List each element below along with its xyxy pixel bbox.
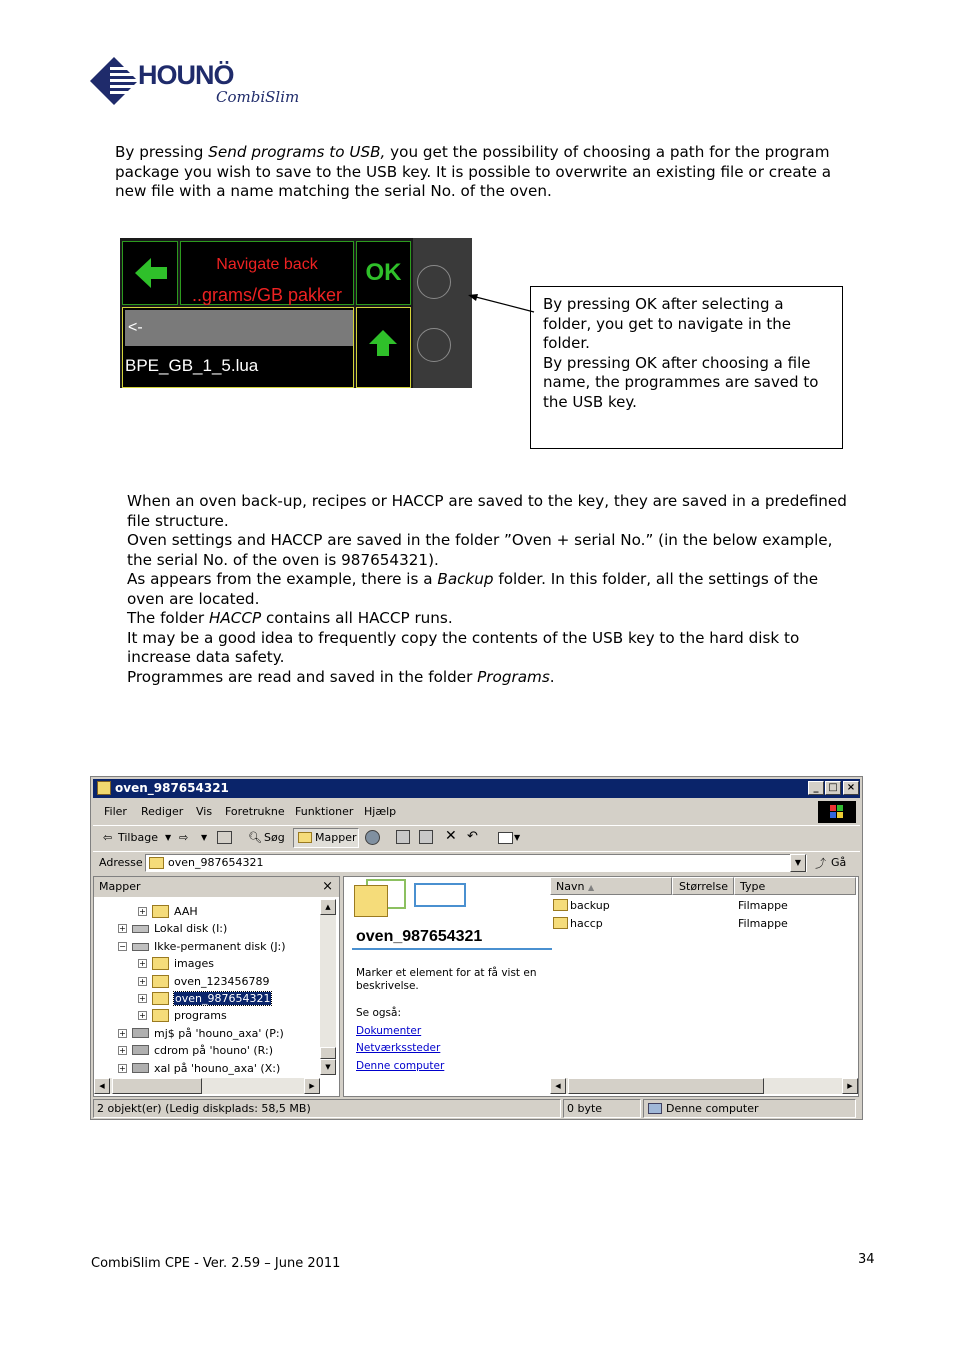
file-structure-paragraph xyxy=(127,492,847,687)
tree-item-label: programs xyxy=(174,1009,227,1023)
go-arrow-icon[interactable]: ⤴ xyxy=(815,857,826,870)
address-input[interactable] xyxy=(145,854,807,872)
page-number: 34 xyxy=(858,1252,875,1267)
scroll-up-icon[interactable]: ▲ xyxy=(320,899,336,915)
close-button[interactable]: × xyxy=(843,781,859,795)
search-button-label[interactable]: Søg xyxy=(264,831,285,844)
address-bar xyxy=(93,851,860,873)
scroll-thumb[interactable] xyxy=(112,1078,202,1094)
menu-foretrukne[interactable]: Foretrukne xyxy=(225,805,285,818)
navigate-back-label: Navigate back xyxy=(216,256,318,273)
windows-logo-icon xyxy=(818,801,856,823)
link-network-places[interactable]: Netværkssteder xyxy=(356,1042,441,1054)
navigate-back-display[interactable] xyxy=(180,241,354,305)
file-type: Filmappe xyxy=(738,917,788,930)
para-line xyxy=(127,609,847,629)
logo-subtitle: CombiSlim xyxy=(216,88,300,106)
scroll-thumb[interactable] xyxy=(320,1047,336,1059)
divider xyxy=(352,948,552,950)
file-type: Filmappe xyxy=(738,899,788,912)
address-dropdown-icon[interactable]: ▼ xyxy=(790,854,806,872)
list-item-selected[interactable]: <- xyxy=(125,310,353,346)
status-location xyxy=(643,1099,856,1118)
column-size-label: Størrelse xyxy=(679,880,728,893)
para-line xyxy=(127,570,847,609)
link-documents[interactable]: Dokumenter xyxy=(356,1025,422,1037)
network-drive-icon xyxy=(132,1063,149,1073)
scroll-thumb[interactable] xyxy=(568,1078,764,1094)
expand-icon[interactable]: + xyxy=(119,1063,126,1073)
up-arrow-icon xyxy=(357,308,410,387)
minimize-button[interactable]: _ xyxy=(808,781,824,795)
menu-rediger[interactable]: Rediger xyxy=(141,805,184,818)
web-view-panel xyxy=(344,877,549,1077)
folder-icon xyxy=(553,899,568,911)
computer-icon xyxy=(648,1103,662,1114)
chevron-down-icon[interactable]: ▼ xyxy=(201,833,208,842)
window-title: oven_987654321 xyxy=(115,781,229,795)
houno-logo-mark xyxy=(88,55,140,107)
text: The folder xyxy=(127,609,209,627)
table-row[interactable] xyxy=(550,916,850,932)
status-location-label: Denne computer xyxy=(666,1102,759,1115)
column-type[interactable] xyxy=(734,877,856,895)
explorer-window xyxy=(90,776,863,1120)
file-name: backup xyxy=(570,899,610,912)
file-list[interactable] xyxy=(122,307,354,388)
ok-button[interactable] xyxy=(356,241,411,305)
views-icon[interactable] xyxy=(498,832,513,844)
forward-arrow-icon[interactable]: ⇨ xyxy=(179,831,189,844)
side-bezel xyxy=(413,238,472,388)
para-line xyxy=(127,668,847,688)
tree-item-label: Lokal disk (I:) xyxy=(154,922,228,936)
expand-icon[interactable]: + xyxy=(139,976,146,986)
content-pane xyxy=(343,876,859,1097)
address-label: Adresse xyxy=(99,856,143,869)
status-size: 0 byte xyxy=(563,1099,641,1118)
table-row[interactable] xyxy=(550,898,850,914)
column-name[interactable] xyxy=(550,877,672,895)
undo-icon[interactable]: ↶ xyxy=(467,829,478,844)
menu-hjaelp[interactable]: Hjælp xyxy=(364,805,397,818)
houno-logo xyxy=(88,55,303,115)
text: As appears from the example, there is a xyxy=(127,570,438,588)
scroll-right-icon[interactable]: ▶ xyxy=(842,1078,858,1094)
scroll-right-icon[interactable]: ▶ xyxy=(304,1078,320,1094)
para-line: When an oven back-up, recipes or HACCP are saved to the key, they are saved in a predefined file structure. xyxy=(127,492,847,530)
folder-icon xyxy=(152,1009,169,1022)
folder-icon xyxy=(152,992,169,1005)
address-value: oven_987654321 xyxy=(168,856,264,869)
folder-icon xyxy=(152,905,169,918)
go-button-label[interactable]: Gå xyxy=(831,856,847,869)
knob-icon[interactable] xyxy=(417,328,451,362)
search-icon[interactable]: 🔍︎ xyxy=(248,831,262,844)
tree-item-label: images xyxy=(174,957,214,971)
logo-wordmark: HOUNÖ xyxy=(138,60,234,90)
up-button[interactable] xyxy=(356,307,411,388)
menu-funktioner[interactable]: Funktioner xyxy=(295,805,354,818)
folder-icon xyxy=(152,957,169,970)
close-folders-icon[interactable]: × xyxy=(322,879,333,894)
web-view-description: Marker et element for at få vist en beskrivelse. xyxy=(356,967,537,992)
folder-icon xyxy=(97,781,111,795)
text: . xyxy=(549,667,555,686)
expand-icon[interactable]: + xyxy=(119,1046,126,1056)
tree-item-label: oven_987654321 xyxy=(175,992,271,1005)
back-button-label[interactable]: Tilbage xyxy=(118,831,158,844)
expand-icon[interactable]: + xyxy=(139,1011,146,1021)
status-bar xyxy=(93,1099,860,1118)
column-name-label: Navn xyxy=(556,880,585,893)
vertical-scrollbar[interactable] xyxy=(320,899,336,1071)
folder-icon xyxy=(553,917,568,929)
delete-icon[interactable]: ✕ xyxy=(445,828,457,844)
title-bar[interactable] xyxy=(93,779,860,798)
drive-icon xyxy=(132,943,149,951)
callout-line-2: By pressing OK after choosing a file name, the programmes are saved to the USB key. xyxy=(543,353,819,411)
decor-shape xyxy=(414,883,466,907)
history-icon[interactable] xyxy=(365,830,380,845)
para-line: It may be a good idea to frequently copy the contents of the USB key to the hard disk to increase data safety. xyxy=(127,628,800,666)
expand-icon[interactable]: + xyxy=(139,994,146,1003)
ok-label: OK xyxy=(365,259,402,286)
knob-icon[interactable] xyxy=(417,265,451,299)
link-my-computer[interactable]: Denne computer xyxy=(356,1060,445,1072)
tree-item-label: xal på 'houno_axa' (X:) xyxy=(154,1061,281,1075)
tree-item-label: mj$ på 'houno_axa' (P:) xyxy=(154,1026,284,1040)
scroll-left-icon[interactable]: ◀ xyxy=(94,1078,110,1094)
emphasis: HACCP xyxy=(209,609,262,627)
footer-text: CombiSlim CPE - Ver. 2.59 – June 2011 xyxy=(91,1256,341,1271)
expand-icon[interactable]: + xyxy=(139,959,146,969)
collapse-icon[interactable]: − xyxy=(119,941,126,951)
text: folder. In this folder, all the settings of the oven are located. xyxy=(127,570,819,608)
tree-item-label: Ikke-permanent disk (J:) xyxy=(154,939,286,953)
menu-filer[interactable]: Filer xyxy=(104,805,127,818)
copy-to-icon[interactable] xyxy=(419,830,433,844)
current-path-label: ..grams/GB pakker xyxy=(191,285,343,305)
folder-up-icon[interactable] xyxy=(217,831,232,844)
folder-icon xyxy=(149,857,164,869)
menu-bar xyxy=(93,801,860,823)
see-also-label: Se også: xyxy=(356,1007,401,1019)
folders-header xyxy=(94,877,339,897)
folders-title: Mapper xyxy=(99,880,141,893)
back-arrow-icon xyxy=(123,242,177,304)
web-view-title: oven_987654321 xyxy=(356,928,483,945)
network-drive-icon xyxy=(132,1028,149,1038)
scroll-down-icon[interactable]: ▼ xyxy=(320,1059,336,1075)
para-line: Oven settings and HACCP are saved in the folder ”Oven + serial No.” (in the below example, the serial No. of the oven is 987654321). xyxy=(127,531,833,569)
callout-box xyxy=(530,286,843,449)
column-size[interactable] xyxy=(672,877,734,895)
toolbar xyxy=(93,825,860,849)
sort-ascending-icon: ▲ xyxy=(587,883,595,892)
intro-text-cont: you get the possibility of choosing a path for the program package you wish to save to the USB key. It is possible to overwrite an existing file or create a new file with a name matching the serial No. of the oven. xyxy=(115,143,832,200)
status-objects: 2 objekt(er) (Ledig diskplads: 58,5 MB) xyxy=(93,1099,561,1118)
network-drive-icon xyxy=(132,1045,149,1055)
intro-emphasis: Send programs to USB, xyxy=(208,143,386,161)
expand-icon[interactable]: + xyxy=(139,907,146,916)
scroll-left-icon[interactable]: ◀ xyxy=(550,1078,566,1094)
chevron-down-icon[interactable]: ▼ xyxy=(514,833,521,842)
chevron-down-icon[interactable]: ▼ xyxy=(165,833,172,842)
folders-button-label: Mapper xyxy=(315,831,357,844)
intro-text: By pressing xyxy=(115,143,209,161)
maximize-button[interactable]: □ xyxy=(825,781,841,795)
tree-item-label: cdrom på 'houno' (R:) xyxy=(154,1044,273,1058)
tree-item-label: AAH xyxy=(174,905,198,918)
expand-icon[interactable]: + xyxy=(119,1028,126,1038)
column-type-label: Type xyxy=(740,880,766,893)
expand-icon[interactable]: + xyxy=(119,924,126,934)
emphasis: Backup xyxy=(437,570,494,588)
drive-icon xyxy=(132,925,149,933)
move-to-icon[interactable] xyxy=(396,830,410,844)
horizontal-scrollbar[interactable] xyxy=(550,1078,858,1094)
large-folder-icon xyxy=(354,885,388,917)
intro-paragraph xyxy=(115,143,835,202)
tree-item-label: oven_123456789 xyxy=(174,974,270,988)
horizontal-scrollbar[interactable] xyxy=(94,1078,320,1094)
text: Programmes are read and saved in the folder xyxy=(127,667,478,686)
file-name: haccp xyxy=(570,917,603,930)
folder-icon xyxy=(152,975,169,988)
back-button[interactable] xyxy=(122,241,178,305)
emphasis: Programs xyxy=(477,667,550,686)
text: contains all HACCP runs. xyxy=(261,609,453,627)
callout-pointer-arrow-icon xyxy=(466,290,536,314)
callout-line-1: By pressing OK after selecting a folder, you get to navigate in the folder. xyxy=(543,295,792,352)
folders-pane xyxy=(93,876,340,1097)
list-item-file[interactable]: BPE_GB_1_5.lua xyxy=(125,356,259,375)
oven-panel xyxy=(120,238,472,388)
menu-vis[interactable]: Vis xyxy=(196,805,213,818)
back-arrow-icon[interactable]: ⇦ xyxy=(103,831,113,844)
folders-icon xyxy=(298,832,312,843)
